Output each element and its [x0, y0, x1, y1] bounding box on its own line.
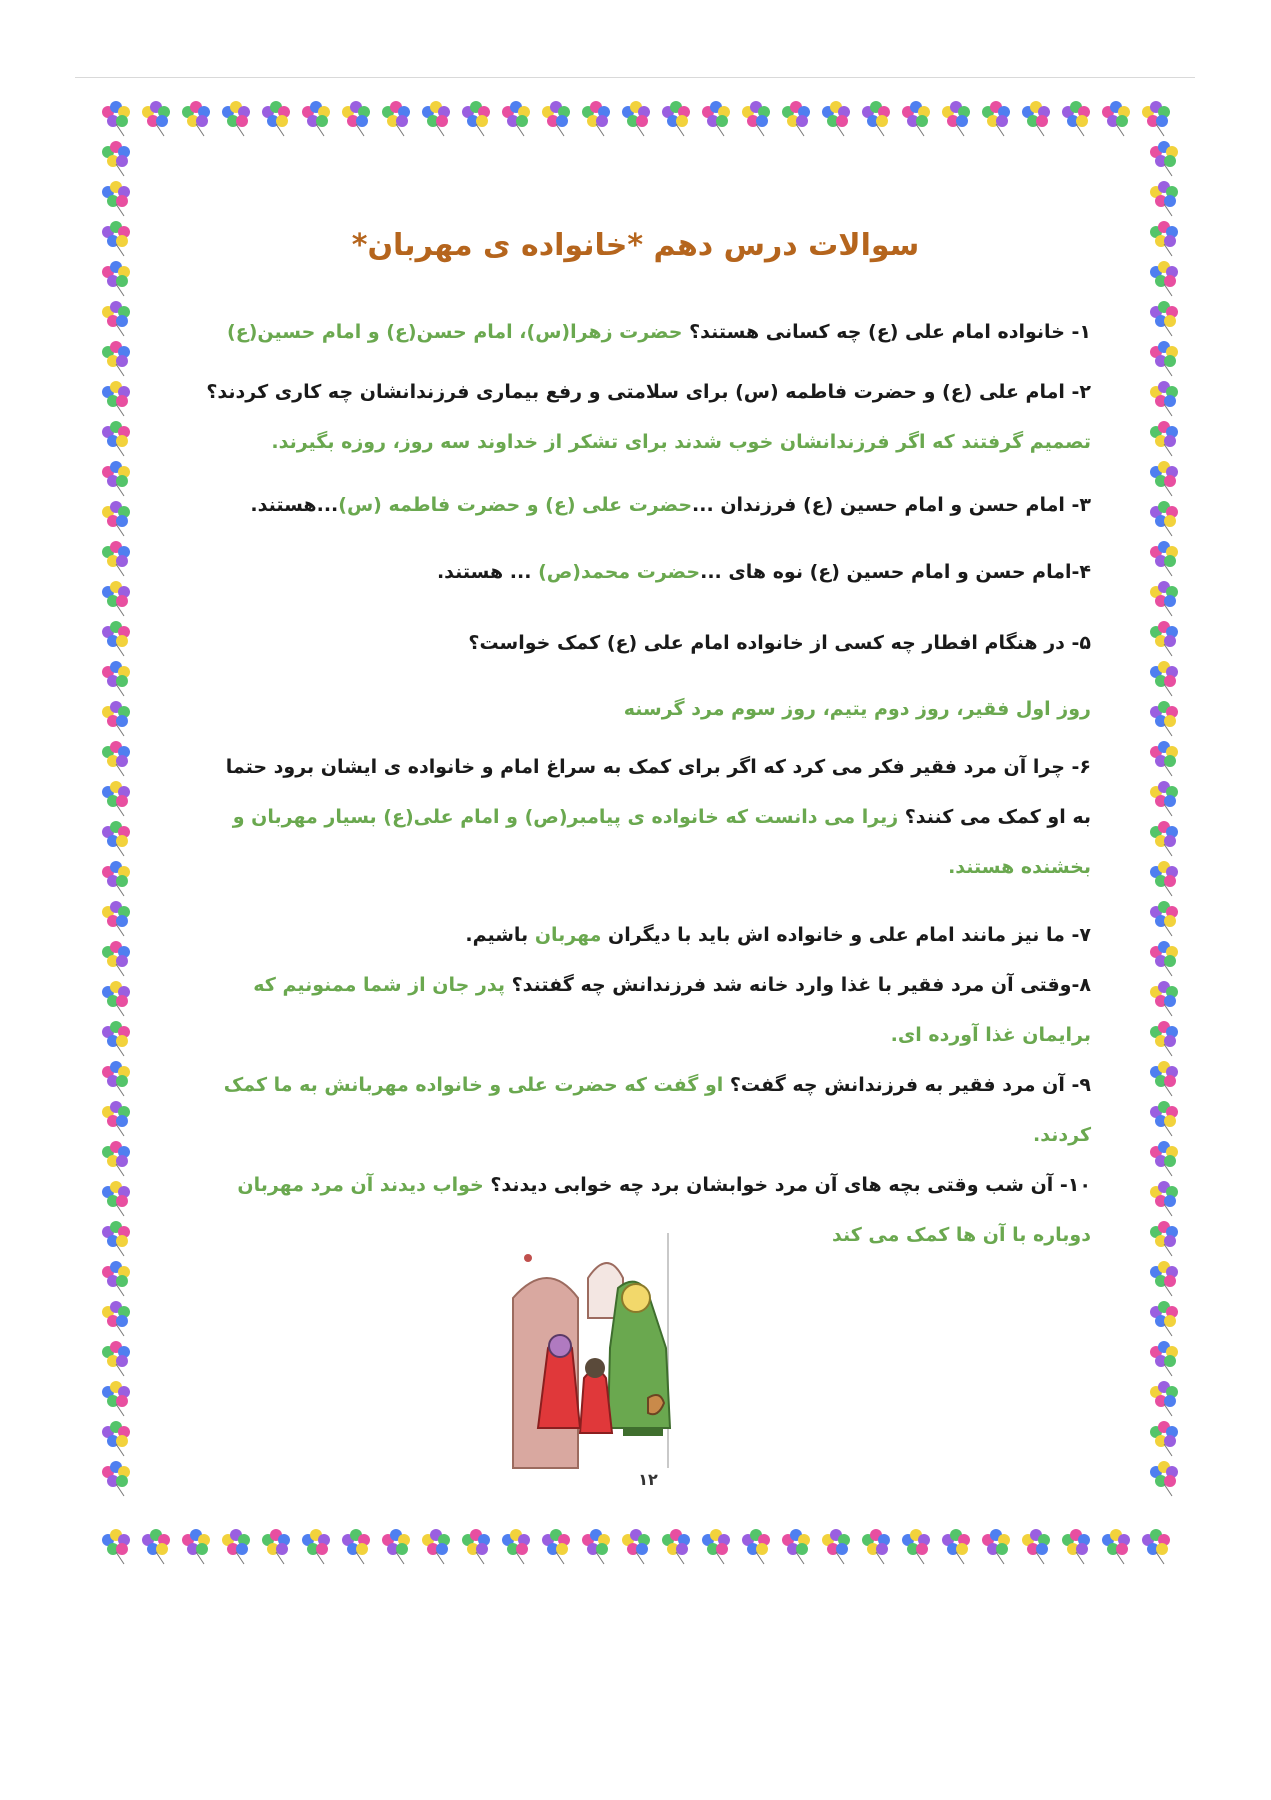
balloon-decoration	[102, 1061, 130, 1096]
answer-text: مهربان	[534, 924, 602, 946]
balloon-decoration	[862, 101, 890, 136]
balloon-decoration	[262, 101, 290, 136]
balloon-decoration	[102, 501, 130, 536]
answer-text: تصمیم گرفتند که اگر فرزندانشان خوب شدند برای تشکر از خداوند سه روز، روزه بگیرند.	[271, 431, 1091, 453]
balloon-decoration	[102, 701, 130, 736]
balloon-decoration	[1150, 261, 1178, 296]
balloon-decoration	[102, 941, 130, 976]
balloon-decoration	[102, 1021, 130, 1056]
balloon-decoration	[102, 1381, 130, 1416]
balloon-decoration	[102, 661, 130, 696]
question-text: ۸-وقتی آن مرد فقیر با غذا وارد خانه شد فرزندانش چه گفتند؟	[504, 974, 1091, 996]
balloon-decoration	[342, 1529, 370, 1564]
balloon-decoration	[1150, 1021, 1178, 1056]
balloon-decoration	[142, 1529, 170, 1564]
question-1	[201, 307, 1091, 357]
question-5	[201, 610, 1091, 742]
balloon-decoration	[1150, 501, 1178, 536]
balloon-decoration	[102, 861, 130, 896]
balloon-decoration	[102, 781, 130, 816]
family-illustration	[508, 1228, 708, 1473]
balloon-decoration	[662, 101, 690, 136]
balloon-decoration	[382, 101, 410, 136]
balloon-decoration	[1150, 341, 1178, 376]
question-8	[201, 960, 1091, 1060]
balloon-decoration	[782, 1529, 810, 1564]
question-text: ۵- در هنگام افطار چه کسی از خانواده امام علی (ع) کمک خواست؟	[468, 632, 1091, 654]
balloon-decoration	[1150, 701, 1178, 736]
balloon-decoration	[862, 1529, 890, 1564]
balloon-decoration	[1150, 1181, 1178, 1216]
balloon-decoration	[102, 1529, 130, 1564]
question-text: ۲- امام علی (ع) و حضرت فاطمه (س) برای سلامتی و رفع بیماری فرزندانشان چه کاری کردند؟	[206, 381, 1091, 403]
answer-text: او گفت که حضرت علی و خانواده مهربانش به ما کمک کردند.	[223, 1074, 1091, 1146]
balloon-decoration	[502, 101, 530, 136]
question-text: ۱۰- آن شب وقتی بچه های آن مرد خوابشان برد چه خوابی دیدند؟	[483, 1174, 1091, 1196]
balloon-decoration	[1150, 781, 1178, 816]
balloon-decoration	[102, 301, 130, 336]
balloon-decoration	[902, 1529, 930, 1564]
balloon-decoration	[1150, 1221, 1178, 1256]
question-text-end: ...هستند.	[250, 494, 339, 516]
balloon-decoration	[302, 101, 330, 136]
balloon-decoration	[102, 1421, 130, 1456]
balloon-decoration	[1150, 381, 1178, 416]
balloon-decoration	[1150, 581, 1178, 616]
question-text: ۱- خانواده امام علی (ع) چه کسانی هستند؟	[682, 321, 1091, 343]
balloon-decoration	[1022, 1529, 1050, 1564]
balloon-decoration	[582, 101, 610, 136]
balloon-decoration	[342, 101, 370, 136]
balloon-decoration	[1150, 1061, 1178, 1096]
balloon-decoration	[102, 621, 130, 656]
balloon-decoration	[102, 1301, 130, 1336]
balloon-decoration	[182, 1529, 210, 1564]
answer-text: زیرا می دانست که خانواده ی پیامبر(ص) و امام علی(ع) بسیار مهربان و بخشنده هستند.	[232, 806, 1091, 878]
balloon-decoration	[1150, 461, 1178, 496]
balloon-decoration	[262, 1529, 290, 1564]
top-divider	[75, 77, 1195, 78]
answer-text: حضرت زهرا(س)، امام حسن(ع) و امام حسین(ع)	[227, 321, 683, 343]
question-6	[201, 742, 1091, 892]
balloon-decoration	[822, 1529, 850, 1564]
balloon-decoration	[102, 741, 130, 776]
balloon-decoration	[1150, 541, 1178, 576]
balloon-decoration	[942, 1529, 970, 1564]
balloon-decoration	[1150, 741, 1178, 776]
balloon-decoration	[462, 1529, 490, 1564]
question-text-end: ... هستند.	[436, 561, 539, 583]
balloon-decoration	[302, 1529, 330, 1564]
balloon-decoration	[622, 101, 650, 136]
answer-text: پدر جان از شما ممنونیم که برایمان غذا آورده ای.	[253, 974, 1091, 1046]
balloon-decoration	[1150, 1421, 1178, 1456]
balloon-decoration	[782, 101, 810, 136]
question-text: ۶- چرا آن مرد فقیر فکر می کرد که اگر برای کمک به سراغ امام و خانواده ی ایشان برود حتما به او کمک می کنند؟	[225, 756, 1091, 828]
balloon-decoration	[1150, 1101, 1178, 1136]
balloon-decoration	[1102, 1529, 1130, 1564]
balloon-decoration	[422, 1529, 450, 1564]
balloon-decoration	[102, 1461, 130, 1496]
balloon-decoration	[102, 1341, 130, 1376]
balloon-decoration	[1150, 141, 1178, 176]
balloon-decoration	[742, 101, 770, 136]
balloon-decoration	[222, 1529, 250, 1564]
balloon-decoration	[1142, 101, 1170, 136]
balloon-decoration	[102, 901, 130, 936]
balloon-decoration	[1150, 941, 1178, 976]
balloon-decoration	[102, 341, 130, 376]
balloon-decoration	[502, 1529, 530, 1564]
balloon-decoration	[1150, 981, 1178, 1016]
question-9	[201, 1060, 1091, 1160]
balloon-decoration	[1102, 101, 1130, 136]
question-text: ۴-امام حسن و امام حسین (ع) نوه های ...	[700, 561, 1091, 583]
question-3	[201, 480, 1091, 530]
balloon-decoration	[102, 461, 130, 496]
page-number: ۱۲	[638, 1470, 658, 1489]
balloon-decoration	[1150, 1261, 1178, 1296]
balloon-decoration	[102, 821, 130, 856]
balloon-decoration	[102, 381, 130, 416]
balloon-decoration	[582, 1529, 610, 1564]
balloon-decoration	[1150, 1341, 1178, 1376]
balloon-decoration	[1150, 421, 1178, 456]
balloon-decoration	[822, 101, 850, 136]
balloon-decoration	[982, 101, 1010, 136]
balloon-decoration	[1150, 1301, 1178, 1336]
balloon-decoration	[102, 1221, 130, 1256]
balloon-decoration	[742, 1529, 770, 1564]
balloon-decoration	[422, 101, 450, 136]
balloon-decoration	[1150, 181, 1178, 216]
question-text-end: باشیم.	[465, 924, 535, 946]
balloon-decoration	[102, 1101, 130, 1136]
balloon-decoration	[102, 261, 130, 296]
balloon-decoration	[622, 1529, 650, 1564]
balloon-decoration	[662, 1529, 690, 1564]
balloon-decoration	[102, 141, 130, 176]
balloon-decoration	[462, 101, 490, 136]
balloon-decoration	[102, 101, 130, 136]
balloon-decoration	[702, 1529, 730, 1564]
question-text: ۷- ما نیز مانند امام علی و خانواده اش باید با دیگران	[601, 924, 1091, 946]
balloon-decoration	[1062, 1529, 1090, 1564]
balloon-decoration	[382, 1529, 410, 1564]
balloon-decoration	[1150, 901, 1178, 936]
balloon-decoration	[1150, 621, 1178, 656]
balloon-decoration	[1150, 821, 1178, 856]
answer-text: حضرت علی (ع) و حضرت فاطمه (س)	[338, 494, 693, 516]
balloon-decoration	[1150, 1461, 1178, 1496]
balloon-decoration	[142, 101, 170, 136]
question-text: ۳- امام حسن و امام حسین (ع) فرزندان ...	[692, 494, 1091, 516]
question-7	[201, 910, 1091, 960]
balloon-decoration	[702, 101, 730, 136]
answer-text: خواب دیدند آن مرد مهربان دوباره با آن ها کمک می کند	[237, 1174, 1091, 1246]
balloon-decoration	[1150, 1141, 1178, 1176]
balloon-decoration	[1150, 661, 1178, 696]
balloon-decoration	[102, 1261, 130, 1296]
balloon-decoration	[1150, 301, 1178, 336]
balloon-decoration	[1022, 101, 1050, 136]
balloon-decoration	[902, 101, 930, 136]
balloon-decoration	[182, 101, 210, 136]
balloon-decoration	[102, 541, 130, 576]
balloon-decoration	[102, 421, 130, 456]
balloon-decoration	[102, 1141, 130, 1176]
question-2	[201, 367, 1091, 467]
balloon-decoration	[102, 981, 130, 1016]
page-title: سوالات درس دهم *خانواده ی مهربان*	[351, 228, 920, 263]
balloon-decoration	[1150, 1381, 1178, 1416]
balloon-decoration	[542, 101, 570, 136]
balloon-decoration	[982, 1529, 1010, 1564]
balloon-decoration	[102, 1181, 130, 1216]
answer-text: حضرت محمد(ص)	[538, 561, 701, 583]
balloon-decoration	[102, 181, 130, 216]
balloon-decoration	[542, 1529, 570, 1564]
balloon-decoration	[942, 101, 970, 136]
balloon-decoration	[222, 101, 250, 136]
balloon-decoration	[102, 581, 130, 616]
balloon-decoration	[1142, 1529, 1170, 1564]
balloon-decoration	[1062, 101, 1090, 136]
question-text: ۹- آن مرد فقیر به فرزندانش چه گفت؟	[723, 1074, 1091, 1096]
answer-text: روز اول فقیر، روز دوم یتیم، روز سوم مرد گرسنه	[623, 698, 1091, 720]
question-4	[201, 547, 1091, 597]
balloon-decoration	[1150, 861, 1178, 896]
